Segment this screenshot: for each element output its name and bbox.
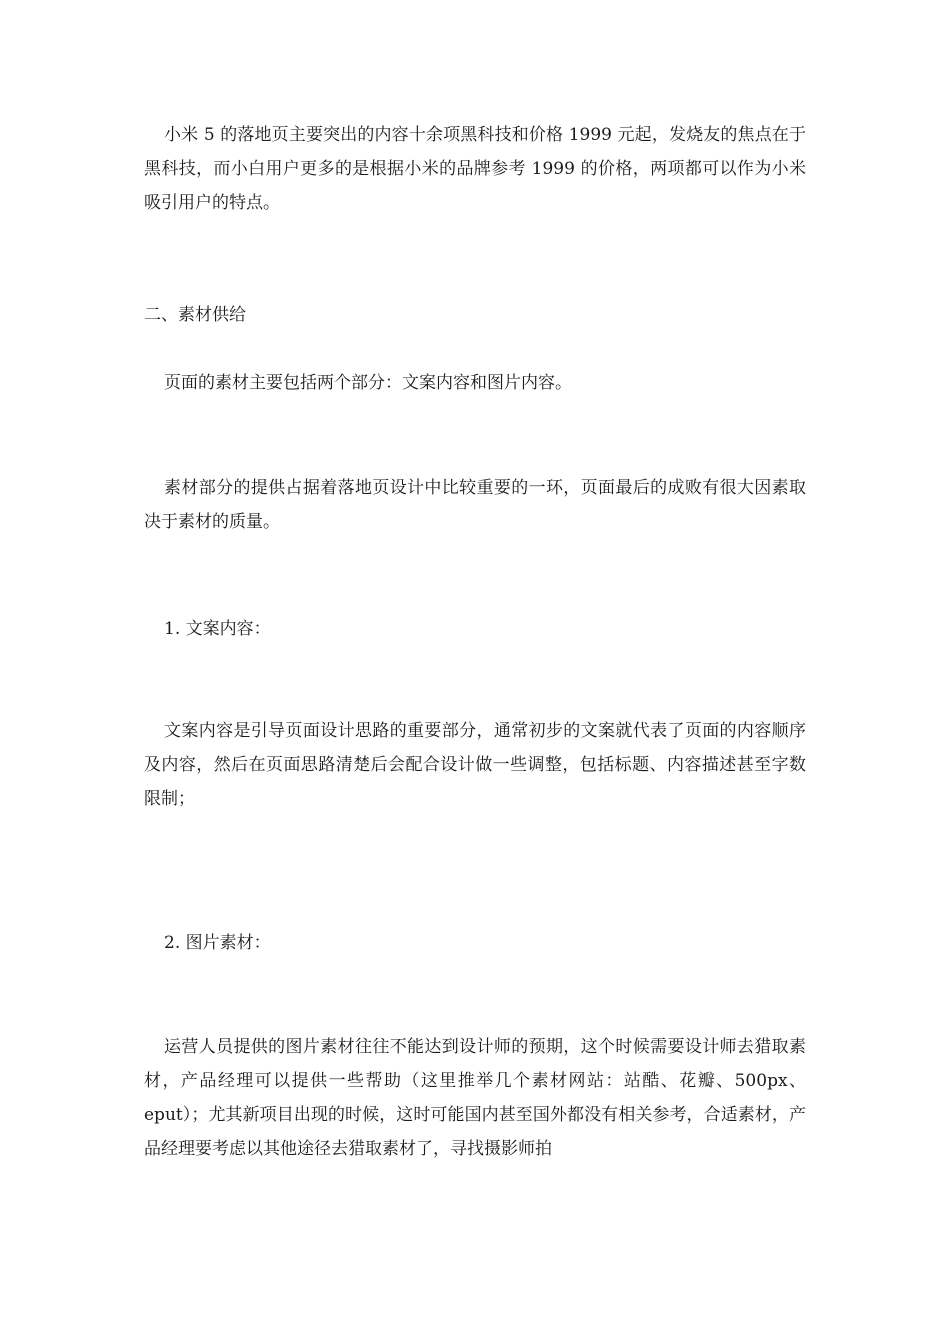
list-item-image-materials: 2. 图片素材： bbox=[164, 933, 271, 953]
paragraph-image-materials: 运营人员提供的图片素材往往不能达到设计师的预期，这个时候需要设计师去猎取素材，产品经理可以提供一些帮助（这里推举几个素材网站：站酷、花瓣、500px、eput）；尤其新项目出现的时候，这时可能国内甚至国外都没有相关参考，合适素材，产品经理要考虑以其他途径去猎取素材了，寻找摄影师拍 bbox=[144, 1037, 806, 1159]
paragraph-materials-parts: 页面的素材主要包括两个部分：文案内容和图片内容。 bbox=[164, 373, 572, 393]
list-item-copywriting: 1. 文案内容： bbox=[164, 619, 271, 639]
paragraph-copywriting: 文案内容是引导页面设计思路的重要部分，通常初步的文案就代表了页面的内容顺序及内容，然后在页面思路清楚后会配合设计做一些调整，包括标题、内容描述甚至字数限制； bbox=[144, 721, 806, 809]
section-heading-materials: 二、素材供给 bbox=[144, 305, 246, 325]
paragraph-xiaomi-landing-page: 小米 5 的落地页主要突出的内容十余项黑科技和价格 1999 元起，发烧友的焦点在于黑科技，而小白用户更多的是根据小米的品牌参考 1999 的价格，两项都可以作为小米吸引用户的特点。 bbox=[144, 125, 806, 213]
paragraph-materials-importance: 素材部分的提供占据着落地页设计中比较重要的一环，页面最后的成败有很大因素取决于素材的质量。 bbox=[144, 478, 806, 532]
